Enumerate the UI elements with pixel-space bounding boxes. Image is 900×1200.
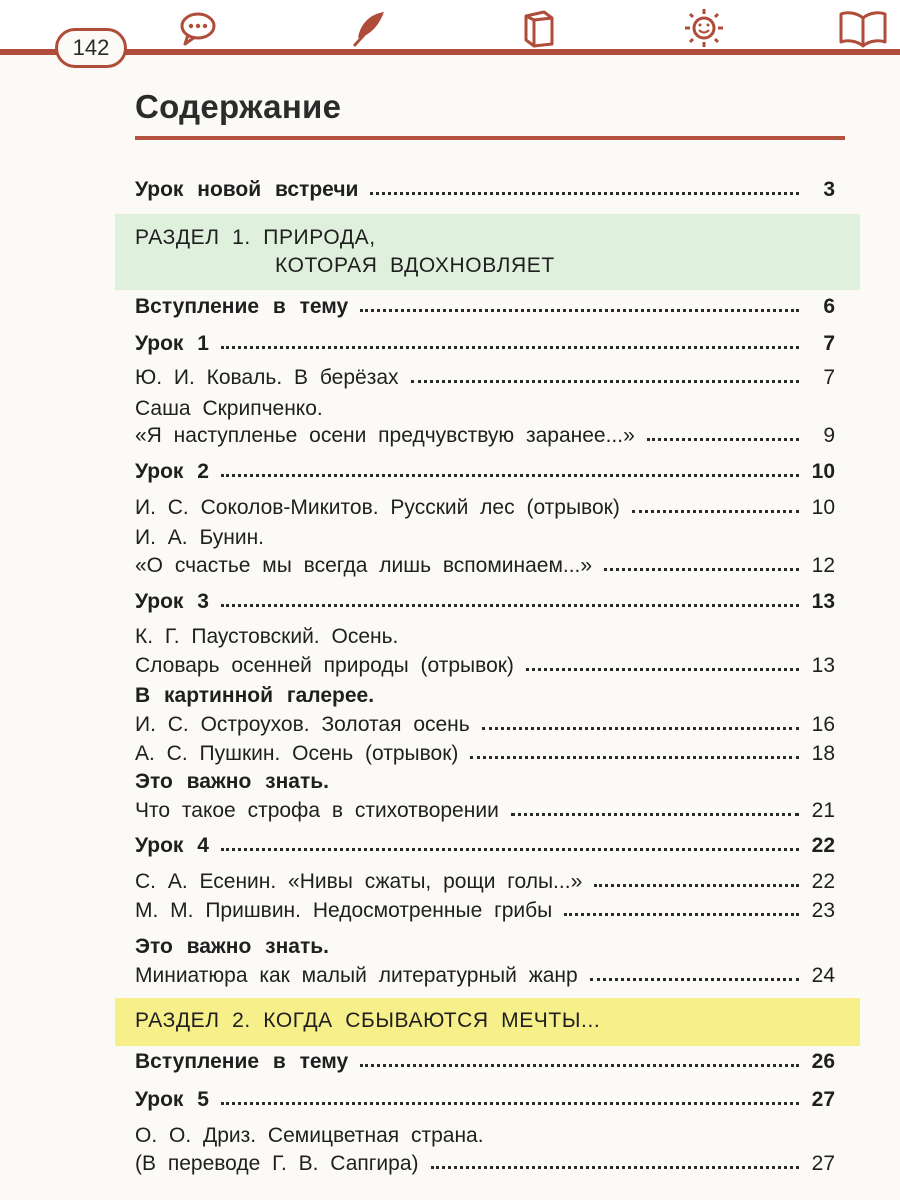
subsection-heading-important: Это важно знать. xyxy=(135,770,329,793)
toc-entry[interactable] xyxy=(135,899,835,931)
toc-entry-label: Урок 3 xyxy=(135,590,209,613)
toc-entry-label: Словарь осенней природы (отрывок) xyxy=(135,654,514,677)
section-1-title-line1[interactable]: РАЗДЕЛ 1. ПРИРОДА, xyxy=(135,226,376,249)
speech-bubble-icon xyxy=(178,8,218,48)
toc-entry-lesson-2[interactable] xyxy=(135,460,835,492)
toc-entry[interactable] xyxy=(135,1152,835,1184)
toc-entry-page: 6 xyxy=(823,295,835,318)
subsection-heading-gallery: В картинной галерее. xyxy=(135,684,375,707)
sun-icon xyxy=(684,8,724,48)
dot-leader xyxy=(632,510,799,513)
toc-entry-author: И. А. Бунин. xyxy=(135,526,265,549)
toc-entry-label: Что такое строфа в стихотворении xyxy=(135,799,499,822)
dot-leader xyxy=(590,978,799,981)
dot-leader xyxy=(221,848,799,851)
toc-entry-s1-intro[interactable] xyxy=(135,295,835,327)
dot-leader xyxy=(411,380,799,383)
toc-entry-page: 10 xyxy=(811,460,835,483)
toc-entry-page: 22 xyxy=(811,870,835,893)
toc-entry-page: 7 xyxy=(823,332,835,355)
feather-icon xyxy=(350,8,390,48)
toc-entry[interactable] xyxy=(135,799,835,831)
toc-entry-page: 27 xyxy=(811,1152,835,1175)
toc-entry[interactable] xyxy=(135,366,835,398)
toc-entry-page: 10 xyxy=(811,496,835,519)
toc-entry-label: Вступление в тему xyxy=(135,295,349,318)
page-title: Содержание xyxy=(135,88,342,125)
toc-entry-label: А. С. Пушкин. Осень (отрывок) xyxy=(135,742,459,765)
subsection-heading-important: Это важно знать. xyxy=(135,935,329,958)
toc-entry-lesson-3[interactable] xyxy=(135,590,835,622)
toc-entry-page: 18 xyxy=(811,742,835,765)
dot-leader xyxy=(221,474,799,477)
toc-entry-author: К. Г. Паустовский. Осень. xyxy=(135,625,399,648)
toc-entry-lesson-5[interactable] xyxy=(135,1088,835,1120)
toc-entry-page: 9 xyxy=(823,424,835,447)
toc-entry-label: Урок 2 xyxy=(135,460,209,483)
toc-entry-label: «О счастье мы всегда лишь вспоминаем...» xyxy=(135,554,593,577)
toc-entry[interactable] xyxy=(135,870,835,902)
toc-entry-page: 27 xyxy=(811,1088,835,1111)
toc-entry-page: 23 xyxy=(811,899,835,922)
dot-leader xyxy=(511,813,799,816)
toc-entry-page: 13 xyxy=(811,654,835,677)
toc-entry-page: 12 xyxy=(811,554,835,577)
toc-entry[interactable] xyxy=(135,424,835,456)
toc-entry-label: И. С. Соколов-Микитов. Русский лес (отрывок) xyxy=(135,496,620,519)
toc-entry-intro[interactable] xyxy=(135,178,835,210)
toc-entry-label: И. С. Остроухов. Золотая осень xyxy=(135,713,470,736)
dot-leader xyxy=(564,913,799,916)
toc-entry-label: Урок 1 xyxy=(135,332,209,355)
toc-entry-label: Урок новой встречи xyxy=(135,178,359,201)
toc-entry-lesson-1[interactable] xyxy=(135,332,835,364)
toc-entry-label: «Я наступленье осени предчувствую заранее...» xyxy=(135,424,635,447)
toc-entry-label: Вступление в тему xyxy=(135,1050,349,1073)
toc-entry[interactable] xyxy=(135,496,835,528)
dot-leader xyxy=(470,756,799,759)
toc-entry-label: Миниатюра как малый литературный жанр xyxy=(135,964,578,987)
dot-leader xyxy=(221,604,799,607)
toc-entry-page: 13 xyxy=(811,590,835,613)
dot-leader xyxy=(482,727,799,730)
title-rule xyxy=(135,136,845,140)
toc-entry-page: 21 xyxy=(811,799,835,822)
dot-leader xyxy=(604,568,799,571)
toc-entry-page: 16 xyxy=(811,713,835,736)
toc-entry-label: С. А. Есенин. «Нивы сжаты, рощи голы...» xyxy=(135,870,583,893)
toc-entry-label: Ю. И. Коваль. В берёзах xyxy=(135,366,399,389)
open-book-icon xyxy=(838,8,888,48)
toc-entry-s2-intro[interactable] xyxy=(135,1050,835,1082)
dot-leader xyxy=(647,438,799,441)
dot-leader xyxy=(526,668,799,671)
book-icon xyxy=(518,8,558,48)
toc-entry[interactable] xyxy=(135,713,835,745)
dot-leader xyxy=(360,1064,799,1067)
toc-entry-label: Урок 4 xyxy=(135,834,209,857)
toc-entry[interactable] xyxy=(135,554,835,586)
toc-entry-page: 3 xyxy=(823,178,835,201)
page-number: 142 xyxy=(55,28,127,68)
toc-entry[interactable] xyxy=(135,964,835,996)
toc-entry-label: М. М. Пришвин. Недосмотренные грибы xyxy=(135,899,553,922)
dot-leader xyxy=(370,192,799,195)
section-2-title[interactable]: РАЗДЕЛ 2. КОГДА СБЫВАЮТСЯ МЕЧТЫ... xyxy=(135,1009,601,1032)
dot-leader xyxy=(221,346,799,349)
toc-entry-label: (В переводе Г. В. Сапгира) xyxy=(135,1152,419,1175)
dot-leader xyxy=(360,309,799,312)
toc-entry-page: 22 xyxy=(811,834,835,857)
toc-entry-page: 24 xyxy=(811,964,835,987)
dot-leader xyxy=(431,1166,800,1169)
toc-entry-page: 26 xyxy=(811,1050,835,1073)
toc-entry-author: О. О. Дриз. Семицветная страна. xyxy=(135,1124,484,1147)
header-bar xyxy=(0,0,900,50)
dot-leader xyxy=(594,884,799,887)
header-rule xyxy=(0,49,900,55)
toc-entry-author: Саша Скрипченко. xyxy=(135,397,323,420)
dot-leader xyxy=(221,1102,799,1105)
toc-entry-lesson-4[interactable] xyxy=(135,834,835,866)
toc-entry-label: Урок 5 xyxy=(135,1088,209,1111)
section-1-title-line2[interactable]: КОТОРАЯ ВДОХНОВЛЯЕТ xyxy=(275,254,555,277)
toc-entry[interactable] xyxy=(135,654,835,686)
toc-entry-page: 7 xyxy=(823,366,835,389)
